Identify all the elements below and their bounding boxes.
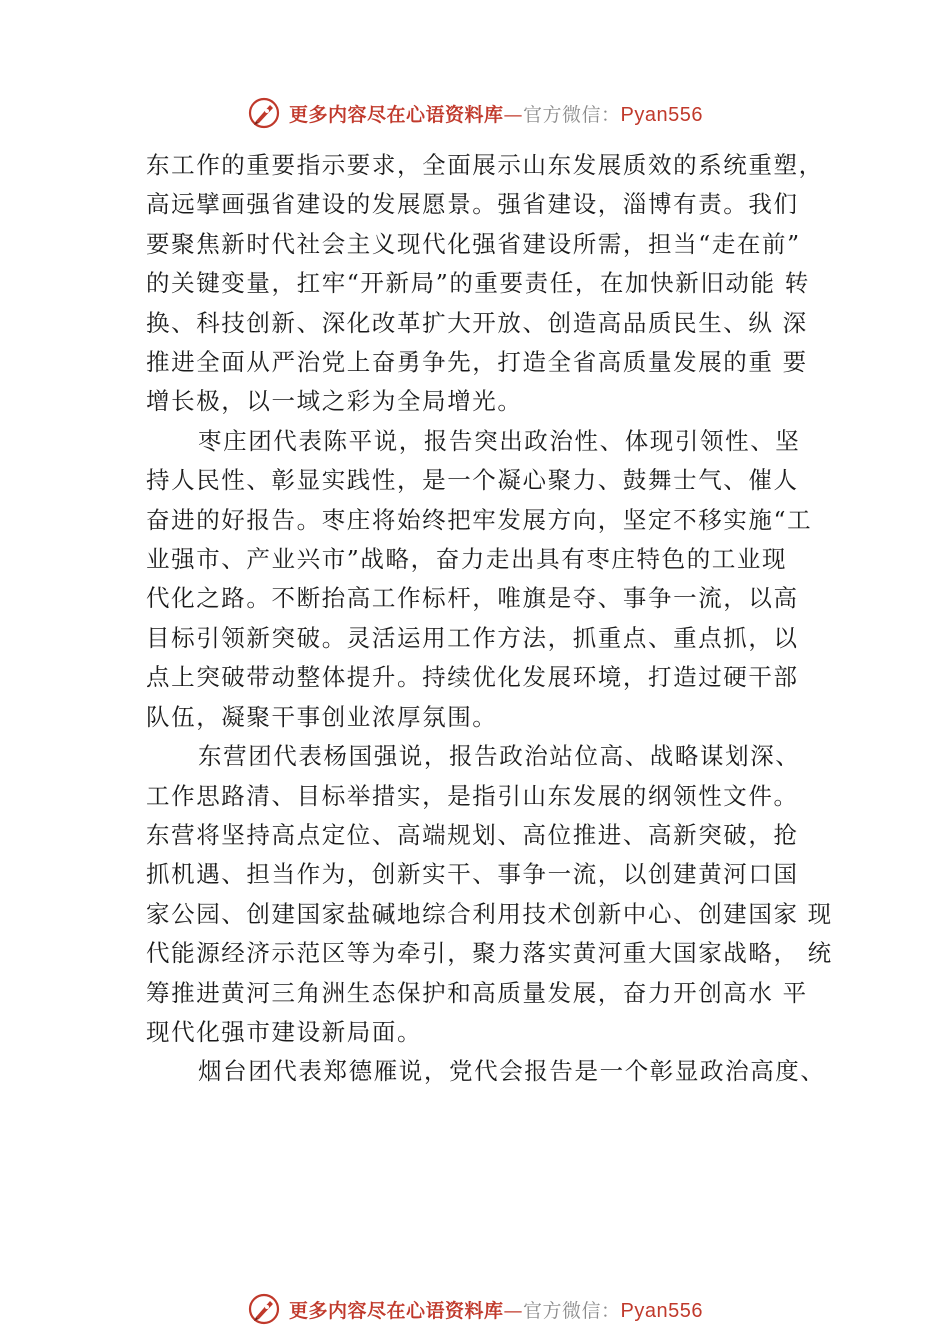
banner-text [289, 100, 703, 127]
banner-label: 官方微信： [523, 103, 621, 126]
body-text-line: 筹推进黄河三角洲生态保护和高质量发展，奋力开创高水 平 [146, 978, 808, 1007]
body-text-line: 东营团代表杨国强说，报告政治站位高、战略谋划深、 [198, 742, 801, 771]
body-text-line: 代能源经济示范区等为牵引，聚力落实黄河重大国家战略， 统 [146, 939, 833, 968]
body-text-line: 工作思路清、目标举措实，是指引山东发展的纲领性文件。 [146, 781, 799, 810]
body-text-line: 队伍，凝聚干事创业浓厚氛围。 [146, 702, 498, 731]
header-banner [0, 93, 950, 133]
body-text-line: 换、科技创新、深化改革扩大开放、创造高品质民生、纵 深 [146, 308, 808, 337]
body-text-line: 抓机遇、担当作为，创新实干、事争一流，以创建黄河口国 [146, 860, 799, 889]
body-text-line: 持人民性、彰显实践性，是一个凝心聚力、鼓舞士气、催人 [146, 466, 799, 495]
body-text-line: 要聚焦新时代社会主义现代化强省建设所需，担当“走在前” [146, 229, 801, 258]
body-text-line: 业强市、产业兴市”战略，奋力走出具有枣庄特色的工业现 [146, 545, 788, 574]
body-text-line: 烟台团代表郑德雁说，党代会报告是一个彰显政治高度、 [198, 1057, 826, 1086]
body-text-line: 东工作的重要指示要求，全面展示山东发展质效的系统重塑， [146, 151, 824, 179]
banner-main-text: 更多内容尽在心语资料库 [289, 103, 504, 126]
banner-dash: — [503, 1299, 524, 1322]
body-text-line: 增长极，以一域之彩为全局增光。 [146, 387, 523, 416]
footer-banner [0, 1289, 950, 1329]
banner-account: Pyan556 [620, 103, 703, 126]
banner-main-text: 更多内容尽在心语资料库 [289, 1299, 504, 1322]
body-text-line: 家公园、创建国家盐碱地综合利用技术创新中心、创建国家 现 [146, 899, 833, 928]
banner-account: Pyan556 [620, 1299, 703, 1322]
pen-logo-icon [247, 96, 281, 130]
body-text-line: 奋进的好报告。枣庄将始终把牢发展方向，坚定不移实施“工 [146, 505, 813, 534]
body-text-line: 代化之路。不断抬高工作标杆，唯旗是夺、事争一流，以高 [146, 584, 799, 613]
document-body [146, 146, 836, 1092]
banner-text [289, 1296, 703, 1323]
body-text-line: 目标引领新突破。灵活运用工作方法，抓重点、重点抓，以 [146, 623, 799, 652]
body-text-line: 现代化强市建设新局面。 [146, 1017, 423, 1046]
body-text-line: 的关键变量，扛牢“开新局”的重要责任，在加快新旧动能 转 [146, 269, 810, 298]
body-text-line: 高远擘画强省建设的发展愿景。强省建设，淄博有责。我们 [146, 190, 799, 219]
body-text-line: 东营将坚持高点定位、高端规划、高位推进、高新突破，抢 [146, 820, 799, 849]
body-text-line: 枣庄团代表陈平说，报告突出政治性、体现引领性、坚 [198, 426, 801, 455]
body-text-line: 推进全面从严治党上奋勇争先，打造全省高质量发展的重 要 [146, 348, 808, 377]
body-text-line: 点上突破带动整体提升。持续优化发展环境，打造过硬干部 [146, 663, 799, 692]
banner-label: 官方微信： [523, 1299, 621, 1322]
pen-logo-icon [247, 1292, 281, 1326]
banner-dash: — [503, 103, 524, 126]
